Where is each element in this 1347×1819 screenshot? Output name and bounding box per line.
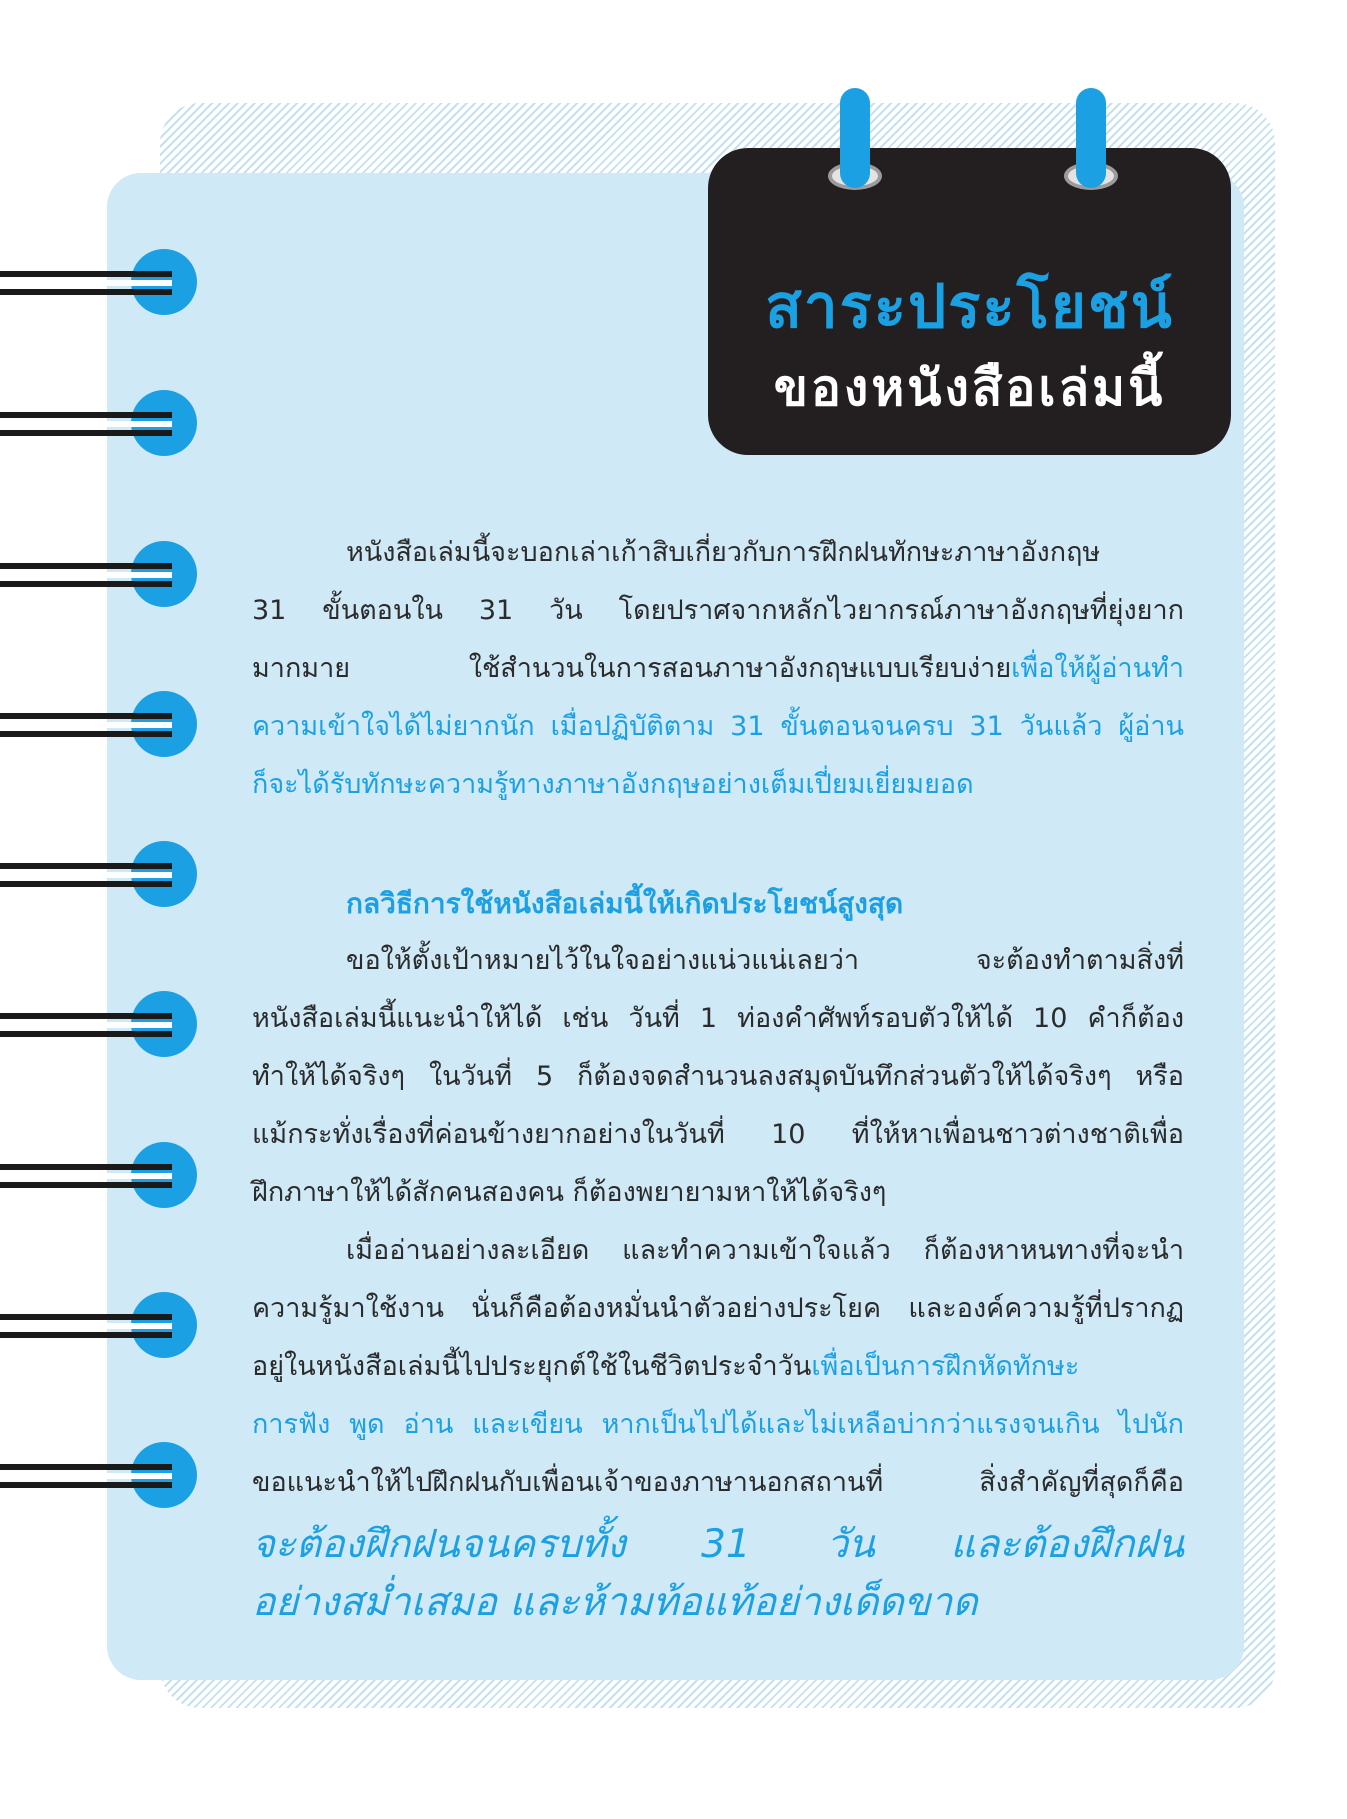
- text-line: ก็จะได้รับทักษะความรู้ทางภาษาอังกฤษอย่างเต็มเปี่ยมเยี่ยมยอด: [252, 769, 974, 800]
- tips-paragraph: [252, 938, 1184, 1228]
- closing-emphasis: [252, 1518, 1184, 1634]
- emphasis-line: จะต้องฝึกฝนจนครบทั้ง 31 วัน และต้องฝึกฝน: [252, 1522, 1184, 1567]
- page-subtitle: ของหนังสือเล่มนี้: [773, 360, 1166, 416]
- text-line: หนังสือเล่มนี้แนะนำให้ได้ เช่น วันที่ 1 ท่องคำศัพท์รอบตัวให้ได้ 10 คำก็ต้อง: [252, 1003, 1184, 1034]
- intro-paragraph: [252, 530, 1184, 820]
- text-line: ขอให้ตั้งเป้าหมายไว้ในใจอย่างแน่วแน่เลยว่า จะต้องทำตามสิ่งที่: [346, 945, 1184, 976]
- text-line: ฝึกภาษาให้ได้สักคนสองคน ก็ต้องพยายามหาให้ได้จริงๆ: [252, 1177, 887, 1208]
- spiral-ring: [0, 1314, 172, 1338]
- spiral-ring: [0, 271, 172, 295]
- spiral-ring: [0, 563, 172, 587]
- text-line: แม้กระทั่งเรื่องที่ค่อนข้างยากอย่างในวันที่ 10 ที่ให้หาเพื่อนชาวต่างชาติเพื่อ: [252, 1119, 1184, 1150]
- practice-paragraph: [252, 1228, 1184, 1518]
- body-text: [252, 530, 1184, 1634]
- hanging-clip: [840, 88, 870, 188]
- page-title: สาระประโยชน์: [765, 273, 1174, 340]
- text-line: หนังสือเล่มนี้จะบอกเล่าเก้าสิบเกี่ยวกับการฝึกฝนทักษะภาษาอังกฤษ: [346, 537, 1101, 568]
- text-line: ความเข้าใจได้ไม่ยากนัก เมื่อปฏิบัติตาม 31 ขั้นตอนจนครบ 31 วันแล้ว ผู้อ่าน: [252, 711, 1184, 742]
- spiral-ring: [0, 863, 172, 887]
- section-heading: กลวิธีการใช้หนังสือเล่มนี้ให้เกิดประโยชน์สูงสุด: [346, 887, 904, 920]
- spiral-ring: [0, 1464, 172, 1488]
- text-line: มากมาย ใช้สำนวนในการสอนภาษาอังกฤษแบบเรียบง่ายเพื่อให้ผู้อ่านทำ: [252, 653, 1184, 684]
- text-line: อยู่ในหนังสือเล่มนี้ไปประยุกต์ใช้ในชีวิตประจำวันเพื่อเป็นการฝึกหัดทักษะ: [252, 1351, 1080, 1382]
- text-line: ทำให้ได้จริงๆ ในวันที่ 5 ก็ต้องจดสำนวนลงสมุดบันทึกส่วนตัวให้ได้จริงๆ หรือ: [252, 1061, 1184, 1092]
- text-line: 31 ขั้นตอนใน 31 วัน โดยปราศจากหลักไวยากรณ์ภาษาอังกฤษที่ยุ่งยาก: [252, 595, 1184, 626]
- text-line: การฟัง พูด อ่าน และเขียน หากเป็นไปได้และไม่เหลือบ่ากว่าแรงจนเกิน ไปนัก: [252, 1409, 1184, 1440]
- hanging-clip: [1076, 88, 1106, 188]
- spiral-ring: [0, 412, 172, 436]
- text-line: ขอแนะนำให้ไปฝึกฝนกับเพื่อนเจ้าของภาษานอกสถานที่ สิ่งสำคัญที่สุดก็คือ: [252, 1467, 1184, 1498]
- emphasis-line: อย่างสม่ำเสมอ และห้ามท้อแท้อย่างเด็ดขาด: [252, 1580, 978, 1625]
- text-line: ความรู้มาใช้งาน นั่นก็คือต้องหมั่นนำตัวอย่างประโยค และองค์ความรู้ที่ปรากฏ: [252, 1293, 1184, 1324]
- spiral-ring: [0, 1164, 172, 1188]
- text-line: เมื่ออ่านอย่างละเอียด และทำความเข้าใจแล้ว ก็ต้องหาหนทางที่จะนำ: [346, 1235, 1184, 1266]
- spiral-ring: [0, 1013, 172, 1037]
- spiral-ring: [0, 713, 172, 737]
